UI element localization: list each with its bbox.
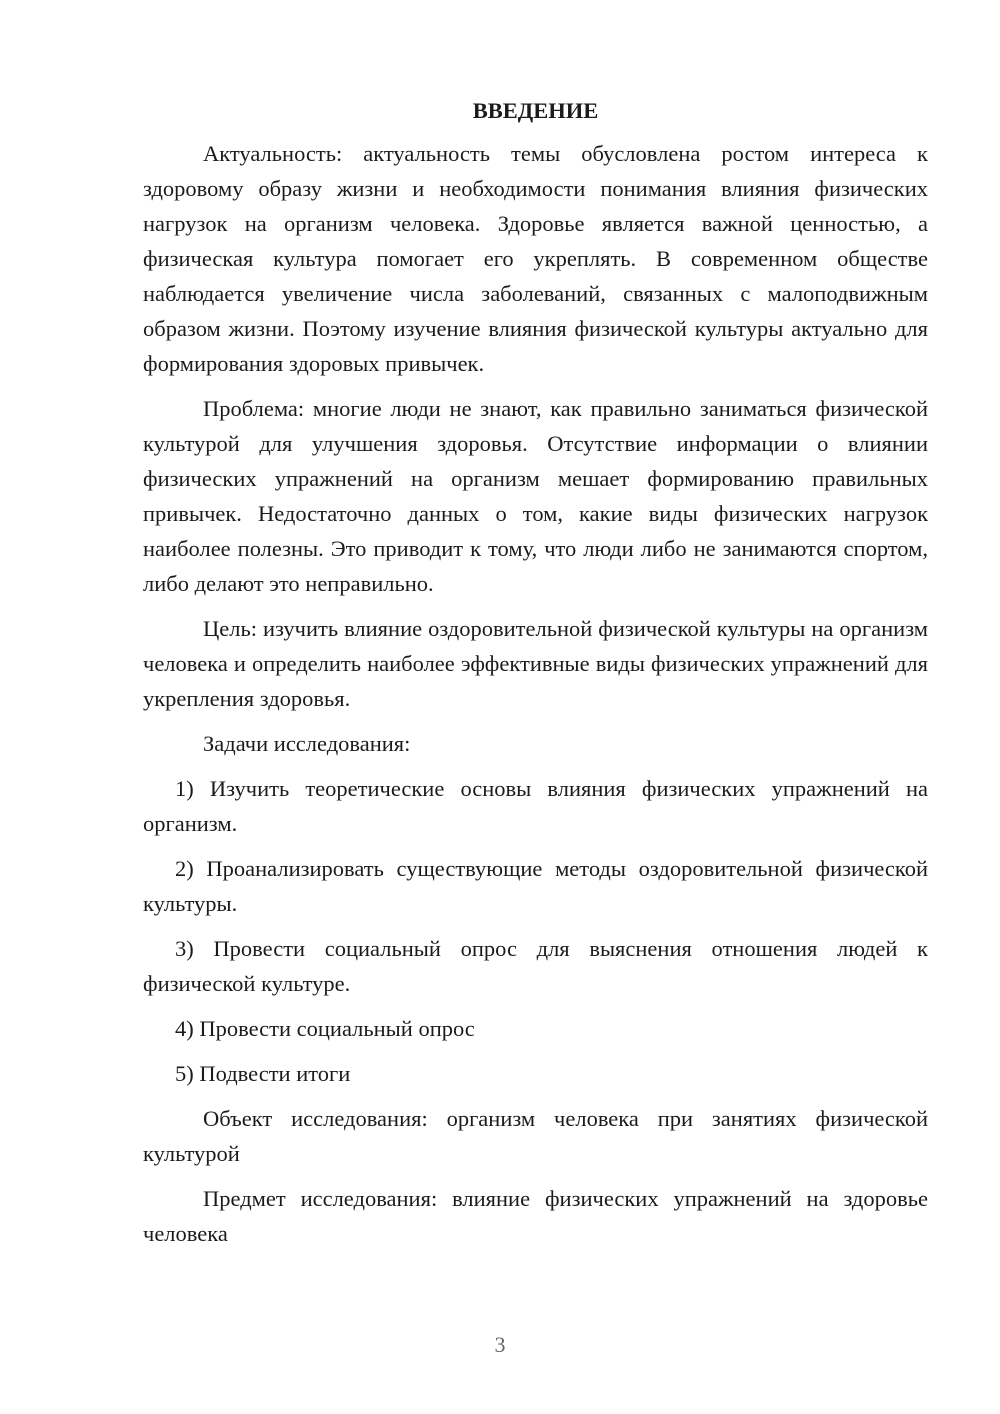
task-item-5: 5) Подвести итоги	[175, 1061, 351, 1086]
tasks-heading: Задачи исследования:	[203, 731, 411, 756]
document-page	[143, 96, 928, 1261]
task-item-3: 3) Провести социальный опрос для выяснения отношения людей к физической культуре.	[143, 936, 928, 996]
task-item-4: 4) Провести социальный опрос	[175, 1016, 475, 1041]
research-subject-paragraph: Предмет исследования: влияние физических упражнений на здоровье человека	[143, 1186, 928, 1246]
goal-paragraph: Цель: изучить влияние оздоровительной физической культуры на организм человека и определить наиболее эффективные виды физических упражнений для укрепления здоровья.	[143, 616, 928, 711]
task-item-2: 2) Проанализировать существующие методы оздоровительной физической культуры.	[143, 856, 928, 916]
problem-paragraph: Проблема: многие люди не знают, как правильно заниматься физической культурой для улучшения здоровья. Отсутствие информации о влиянии физических упражнений на организм мешает формированию правильных привычек. Недостаточно данных о том, какие виды физических нагрузок наиболее полезны. Это приводит к тому, что люди либо не занимаются спортом, либо делают это неправильно.	[143, 396, 928, 596]
page-number: 3	[494, 1332, 506, 1357]
relevance-paragraph: Актуальность: актуальность темы обусловлена ростом интереса к здоровому образу жизни и необходимости понимания влияния физических нагрузок на организм человека. Здоровье является важной ценностью, а физическая культура помогает его укреплять. В современном обществе наблюдается увеличение числа заболеваний, связанных с малоподвижным образом жизни. Поэтому изучение влияния физической культуры актуально для формирования здоровых привычек.	[143, 141, 928, 376]
research-object-paragraph: Объект исследования: организм человека при занятиях физической культурой	[143, 1106, 928, 1166]
task-item-1: 1) Изучить теоретические основы влияния физических упражнений на организм.	[143, 776, 928, 836]
section-heading: ВВЕДЕНИЕ	[472, 98, 599, 123]
